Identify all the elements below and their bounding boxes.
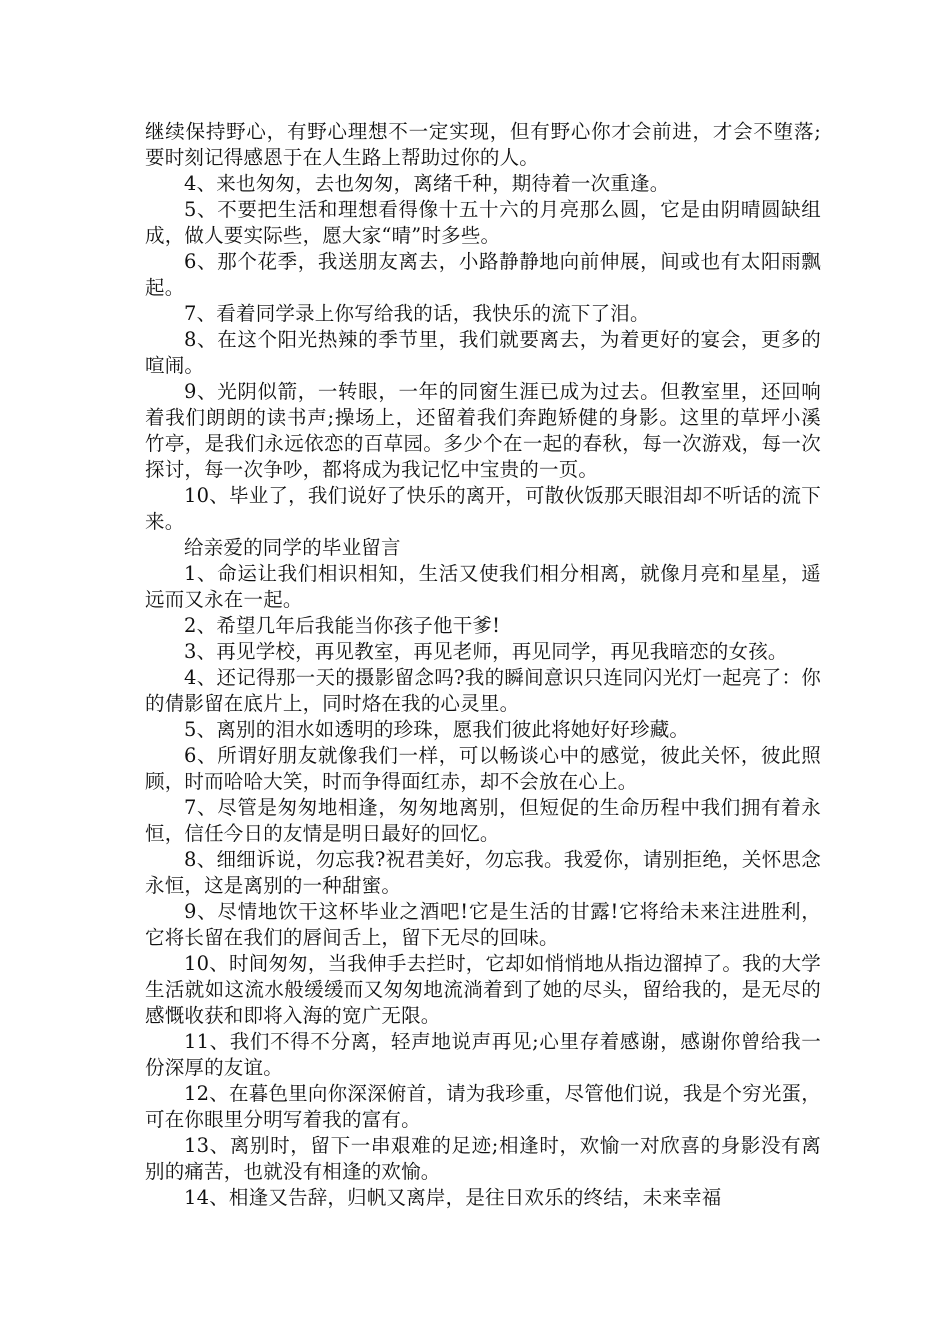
paragraph-item: 5、离别的泪水如透明的珍珠，愿我们彼此将她好好珍藏。 <box>184 718 690 741</box>
paragraph-item: 13、离别时，留下一串艰难的足迹;相逢时，欢愉一对欣喜的身影没有离别的痛苦，也就没有相逢的欢愉。 <box>145 1134 821 1183</box>
paragraph-item: 10、时间匆匆，当我伸手去拦时，它却如悄悄地从指边溜掉了。我的大学生活就如这流水般缓缓而又匆匆地流淌着到了她的尽头，留给我的，是无尽的感慨收获和即将入海的宽广无限。 <box>145 952 821 1027</box>
paragraph-item: 5、不要把生活和理想看得像十五十六的月亮那么圆，它是由阴晴圆缺组成，做人要实际些，愿大家“晴”时多些。 <box>145 198 821 247</box>
paragraph-item: 8、细细诉说，勿忘我?祝君美好，勿忘我。我爱你，请别拒绝，关怀思念永恒，这是离别的一种甜蜜。 <box>145 848 821 897</box>
paragraph-item: 12、在暮色里向你深深俯首，请为我珍重，尽管他们说，我是个穷光蛋，可在你眼里分明写着我的富有。 <box>145 1082 821 1131</box>
paragraph-continuation: 继续保持野心，有野心理想不一定实现，但有野心你才会前进，才会不堕落;要时刻记得感恩于在人生路上帮助过你的人。 <box>145 120 821 169</box>
paragraph-item: 11、我们不得不分离，轻声地说声再见;心里存着感谢，感谢你曾给我一份深厚的友谊。 <box>145 1030 821 1079</box>
document-body <box>145 119 821 1211</box>
paragraph-item: 7、尽管是匆匆地相逢，匆匆地离别，但短促的生命历程中我们拥有着永恒，信任今日的友情是明日最好的回忆。 <box>145 796 821 845</box>
paragraph-item: 6、所谓好朋友就像我们一样，可以畅谈心中的感觉，彼此关怀，彼此照顾，时而哈哈大笑，时而争得面红赤，却不会放在心上。 <box>145 744 821 793</box>
paragraph-item: 9、尽情地饮干这杯毕业之酒吧!它是生活的甘露!它将给未来注进胜利，它将长留在我们的唇间舌上，留下无尽的回味。 <box>145 900 821 949</box>
paragraph-item: 2、希望几年后我能当你孩子他干爹! <box>184 614 501 637</box>
paragraph-item: 8、在这个阳光热辣的季节里，我们就要离去，为着更好的宴会，更多的喧闹。 <box>145 328 821 377</box>
paragraph-item: 9、光阴似箭，一转眼，一年的同窗生涯已成为过去。但教室里，还回响着我们朗朗的读书声;操场上，还留着我们奔跑矫健的身影。这里的草坪小溪竹亭，是我们永远依恋的百草园。多少个在一起的春秋，每一次游戏，每一次探讨，每一次争吵，都将成为我记忆中宝贵的一页。 <box>145 380 821 481</box>
paragraph-item: 4、来也匆匆，去也匆匆，离绪千种，期待着一次重逢。 <box>184 172 670 195</box>
section-heading: 给亲爱的同学的毕业留言 <box>184 536 401 559</box>
paragraph-item: 7、看着同学录上你写给我的话，我快乐的流下了泪。 <box>184 302 650 325</box>
paragraph-item: 3、再见学校，再见教室，再见老师，再见同学，再见我暗恋的女孩。 <box>184 640 788 663</box>
paragraph-item: 14、相逢又告辞，归帆又离岸，是往日欢乐的终结，未来幸福 <box>184 1186 722 1209</box>
paragraph-item: 1、命运让我们相识相知，生活又使我们相分相离，就像月亮和星星，遥远而又永在一起。 <box>145 562 821 611</box>
paragraph-item: 6、那个花季，我送朋友离去，小路静静地向前伸展，间或也有太阳雨飘起。 <box>145 250 821 299</box>
paragraph-item: 10、毕业了，我们说好了快乐的离开，可散伙饭那天眼泪却不听话的流下来。 <box>145 484 821 533</box>
paragraph-item: 4、还记得那一天的摄影留念吗?我的瞬间意识只连同闪光灯一起亮了：你的倩影留在底片上，同时烙在我的心灵里。 <box>145 666 821 715</box>
